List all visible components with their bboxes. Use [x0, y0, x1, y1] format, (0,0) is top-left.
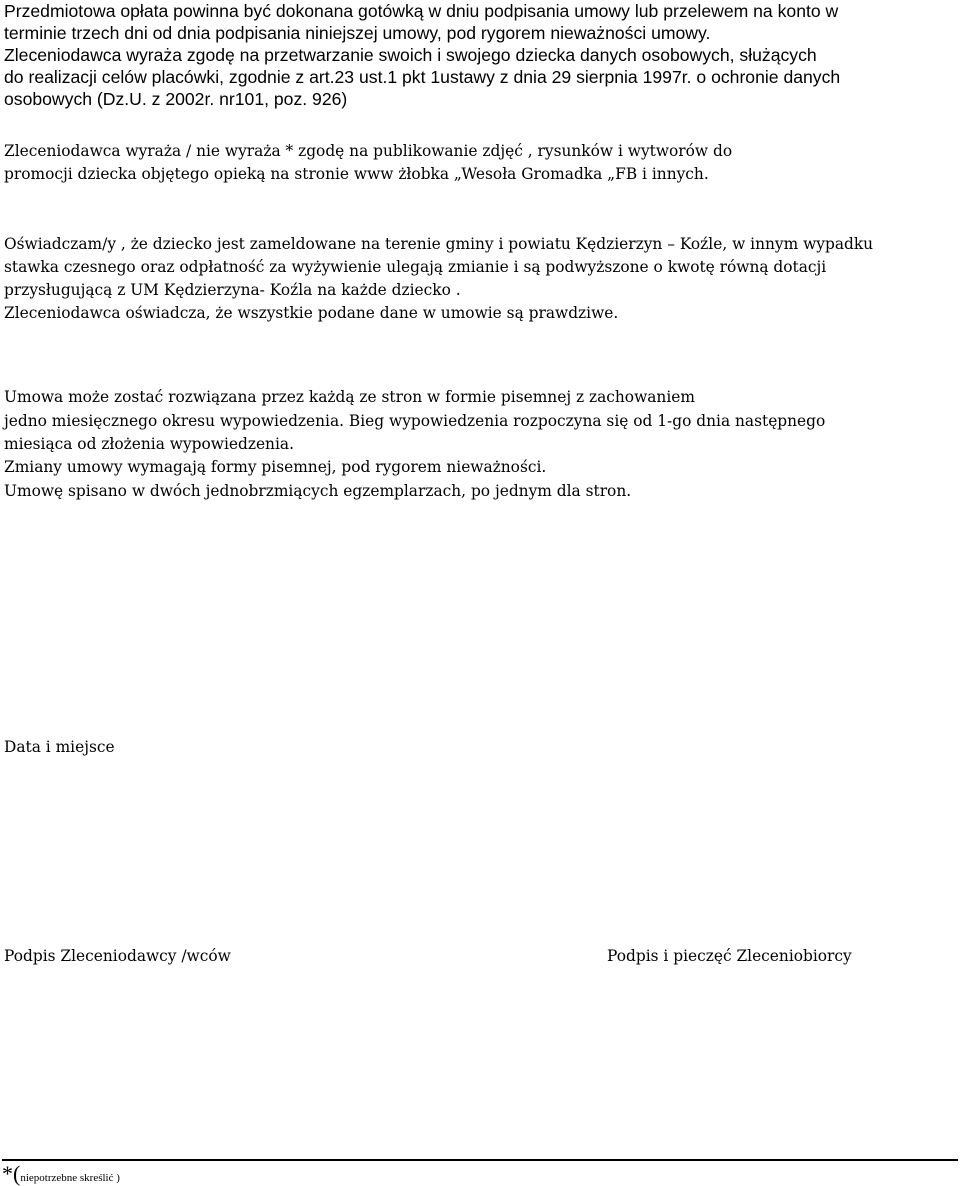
termination-terms-line-3: miesiąca od złożenia wypowiedzenia. [4, 435, 294, 453]
data-processing-consent-line-3: osobowych (Dz.U. z 2002r. nr101, poz. 926) [4, 89, 348, 109]
residence-declaration-line-2: stawka czesnego oraz odpłatność za wyżywienie ulegają zmianie i są podwyższone o kwotę równą dotacji [4, 258, 827, 276]
image-consent-line-2: promocji dziecka objętego opieką na stronie www żłobka „Wesoła Gromadka „FB i innych. [4, 165, 709, 183]
termination-terms-line-1: Umowa może zostać rozwiązana przez każdą ze stron w formie pisemnej z zachowaniem [4, 388, 695, 406]
data-processing-consent-line-2: do realizacji celów placówki, zgodnie z art.23 ust.1 pkt 1ustawy z dnia 29 sierpnia 1997r. o ochronie danych [4, 67, 841, 87]
data-processing-consent-line-1: Zleceniodawca wyraża zgodę na przetwarzanie swoich i swojego dziecka danych osobowych, służących [4, 45, 817, 65]
payment-clause-line-1: Przedmiotowa opłata powinna być dokonana gotówką w dniu podpisania umowy lub przelewem na konto w [4, 1, 839, 21]
date-place-label: Data i miejsce [4, 738, 115, 756]
truthfulness-declaration: Zleceniodawca oświadcza, że wszystkie podane dane w umowie są prawdziwe. [4, 304, 619, 322]
payment-clause-line-2: terminie trzech dni od dnia podpisania niniejszej umowy, pod rygorem nieważności umowy. [4, 23, 711, 43]
residence-declaration-line-1: Oświadczam/y , że dziecko jest zameldowane na terenie gminy i powiatu Kędzierzyn – Koźle, w innym wypadku [4, 235, 874, 253]
amendment-clause: Zmiany umowy wymagają formy pisemnej, pod rygorem nieważności. [4, 458, 547, 476]
footnote-marker: *( [2, 1161, 21, 1186]
footnote-divider [2, 1159, 958, 1161]
signature-client-label: Podpis Zleceniodawcy /wców [4, 947, 231, 965]
image-consent-line-1: Zleceniodawca wyraża / nie wyraża * zgodę na publikowanie zdjęć , rysunków i wytworów do [4, 142, 733, 160]
signature-contractor-label: Podpis i pieczęć Zleceniobiorcy [607, 947, 852, 965]
footnote-text: niepotrzebne skreślić ) [20, 1172, 120, 1184]
residence-declaration-line-3: przysługującą z UM Kędzierzyna- Koźla na każde dziecko . [4, 281, 461, 299]
copies-clause: Umowę spisano w dwóch jednobrzmiących egzemplarzach, po jednym dla stron. [4, 482, 632, 500]
termination-terms-line-2: jedno miesięcznego okresu wypowiedzenia. Bieg wypowiedzenia rozpoczyna się od 1-go dnia następnego [4, 412, 826, 430]
footnote [2, 1162, 120, 1186]
